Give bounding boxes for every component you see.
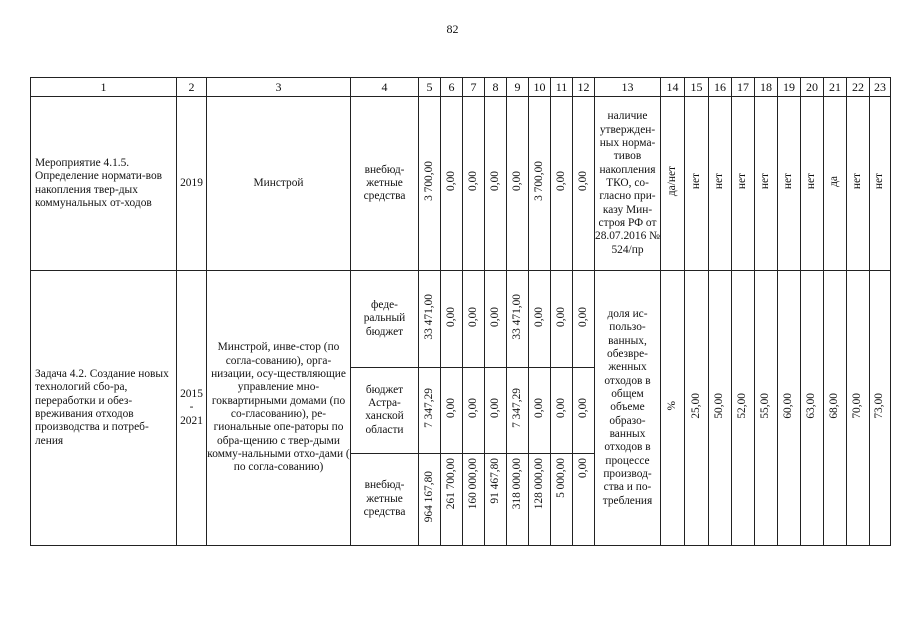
column-number: 7 — [463, 78, 485, 97]
funding-value: 33 471,00 — [507, 270, 529, 367]
column-number: 2 — [177, 78, 207, 97]
funding-source: внебюд-жетные средства — [351, 453, 419, 545]
column-number: 14 — [661, 78, 685, 97]
program-table — [30, 77, 891, 546]
task-years — [177, 270, 207, 545]
column-number: 9 — [507, 78, 529, 97]
funding-value: 261 700,00 — [441, 453, 463, 545]
funding-value: 0,00 — [485, 97, 507, 271]
column-number: 3 — [207, 78, 351, 97]
funding-value: 0,00 — [573, 97, 595, 271]
task-executor: Минстрой, инве-стор (по согла-сованию), орга-низации, осу-ществляющие управление мно-гоквартирными домами (по со-гласованию), ре-гиональные опе-раторы по обра-щению с твер-дыми комму-нальными отхо-дами ( по согла-сованию) — [207, 270, 351, 545]
target-value: нет — [709, 97, 732, 271]
target-value: 68,00 — [824, 270, 847, 545]
funding-value: 0,00 — [463, 270, 485, 367]
target-value: 52,00 — [732, 270, 755, 545]
indicator-name: доля ис-пользо-ванных, обезвре-женных отходов в общем объеме образо-ванных отходов в процессе производ-ства и по-требления — [595, 270, 661, 545]
target-value: нет — [685, 97, 709, 271]
target-value: нет — [847, 97, 870, 271]
indicator-name: наличие утвержден-ных норма-тивов накопления ТКО, со-гласно при-казу Мин-строя РФ от 28.07.2016 № 524/пр — [595, 97, 661, 271]
target-value: нет — [732, 97, 755, 271]
funding-value: 0,00 — [551, 368, 573, 453]
column-number: 6 — [441, 78, 463, 97]
funding-source: бюджет Астра-ханской области — [351, 368, 419, 453]
funding-value: 0,00 — [529, 368, 551, 453]
column-number: 1 — [31, 78, 177, 97]
target-value: да — [824, 97, 847, 271]
target-value: 60,00 — [778, 270, 801, 545]
funding-value: 0,00 — [485, 368, 507, 453]
funding-value: 5 000,00 — [551, 453, 573, 545]
funding-source: феде-ральный бюджет — [351, 270, 419, 367]
indicator-unit: да/нет — [661, 97, 685, 271]
measure-name: Мероприятие 4.1.5. Определение нормати-вов накопления твер-дых коммунальных от-ходов — [31, 97, 177, 271]
measure-executor: Минстрой — [207, 97, 351, 271]
column-number: 5 — [419, 78, 441, 97]
target-value: 25,00 — [685, 270, 709, 545]
column-number: 15 — [685, 78, 709, 97]
funding-value: 7 347,29 — [507, 368, 529, 453]
column-number: 23 — [870, 78, 891, 97]
funding-value: 0,00 — [463, 97, 485, 271]
column-number: 18 — [755, 78, 778, 97]
column-numbers-row — [31, 78, 891, 97]
indicator-unit: % — [661, 270, 685, 545]
target-value: нет — [755, 97, 778, 271]
column-number: 19 — [778, 78, 801, 97]
column-number: 13 — [595, 78, 661, 97]
funding-value: 0,00 — [441, 368, 463, 453]
target-value: 55,00 — [755, 270, 778, 545]
funding-value: 0,00 — [463, 368, 485, 453]
year-start: 2015 — [180, 387, 203, 400]
column-number: 16 — [709, 78, 732, 97]
funding-value: 318 000,00 — [507, 453, 529, 545]
funding-value: 0,00 — [529, 270, 551, 367]
target-value: 50,00 — [709, 270, 732, 545]
column-number: 20 — [801, 78, 824, 97]
task-name: Задача 4.2. Создание новых технологий сбо-ра, переработки и обез-вреживания отходов производства и потреб-ления — [31, 270, 177, 545]
column-number: 10 — [529, 78, 551, 97]
funding-value: 0,00 — [573, 368, 595, 453]
year-dash: - — [189, 401, 194, 414]
funding-value: 3 700,00 — [419, 97, 441, 271]
column-number: 4 — [351, 78, 419, 97]
funding-value: 0,00 — [573, 453, 595, 545]
funding-value: 0,00 — [551, 270, 573, 367]
column-number: 21 — [824, 78, 847, 97]
funding-value: 964 167,80 — [419, 453, 441, 545]
funding-value: 0,00 — [507, 97, 529, 271]
table-row — [31, 270, 891, 367]
column-number: 22 — [847, 78, 870, 97]
target-value: 73,00 — [870, 270, 891, 545]
funding-value: 91 467,80 — [485, 453, 507, 545]
column-number: 12 — [573, 78, 595, 97]
funding-value: 33 471,00 — [419, 270, 441, 367]
column-number: 17 — [732, 78, 755, 97]
funding-source: внебюд-жетные средства — [351, 97, 419, 271]
target-value: нет — [801, 97, 824, 271]
funding-value: 3 700,00 — [529, 97, 551, 271]
column-number: 8 — [485, 78, 507, 97]
funding-value: 0,00 — [551, 97, 573, 271]
column-number: 11 — [551, 78, 573, 97]
measure-year: 2019 — [177, 97, 207, 271]
page-number: 82 — [446, 22, 459, 36]
funding-value: 0,00 — [573, 270, 595, 367]
target-value: нет — [778, 97, 801, 271]
funding-value: 0,00 — [485, 270, 507, 367]
target-value: нет — [870, 97, 891, 271]
target-value: 70,00 — [847, 270, 870, 545]
funding-value: 0,00 — [441, 270, 463, 367]
funding-value: 7 347,29 — [419, 368, 441, 453]
table-row — [31, 97, 891, 271]
funding-value: 160 000,00 — [463, 453, 485, 545]
year-end: 2021 — [180, 414, 203, 427]
target-value: 63,00 — [801, 270, 824, 545]
funding-value: 0,00 — [441, 97, 463, 271]
funding-value: 128 000,00 — [529, 453, 551, 545]
